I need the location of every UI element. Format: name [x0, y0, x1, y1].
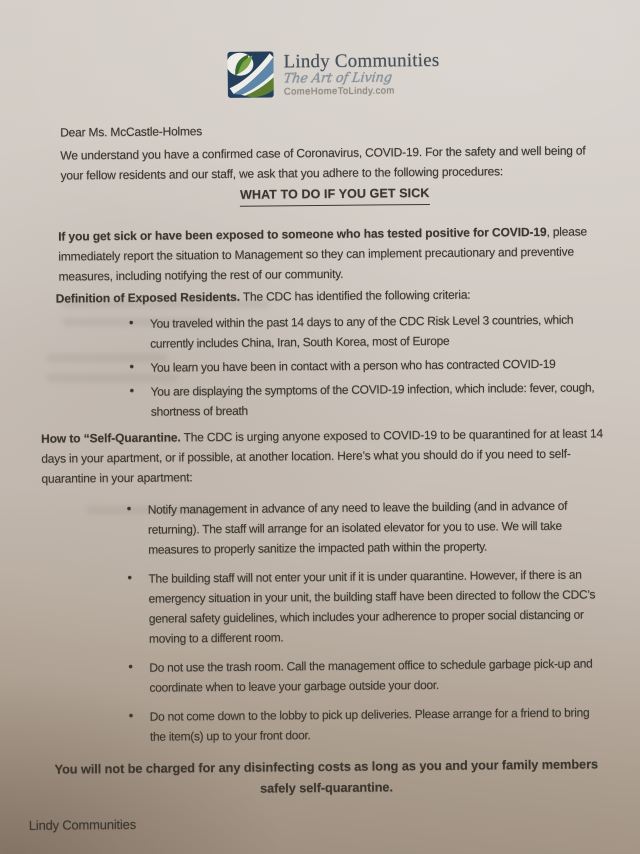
- list-item-text: Notify management in advance of any need to leave the building (and in advance of returning). The staff will arrange for an isolated elevator for you to use. We will take measures to properly sanitize the impacted path within the property.: [147, 498, 568, 557]
- lindy-logo-icon: [227, 50, 273, 98]
- quarantine-paragraph-bold: How to “Self-Quarantine.: [41, 430, 181, 446]
- list-item: [127, 495, 598, 560]
- list-item-text: Do not use the trash room. Call the management office to schedule garbage pick-up and coordinate when to leave your garbage outside your door.: [149, 656, 593, 695]
- list-item: [129, 309, 599, 354]
- list-item: [129, 702, 599, 747]
- definition-paragraph-bold: Definition of Exposed Residents.: [55, 289, 240, 306]
- list-item-text: The building staff will not enter your unit if it is under quarantine. However, if there is an emergency situation in your unit, the building staff have been directed to follow the CDC’s general safety guidelines, which includes your adherence to proper social distancing or moving to a different room.: [148, 567, 596, 646]
- signature: Lindy Communities: [28, 816, 137, 833]
- bullet-icon: •: [126, 500, 132, 516]
- quarantine-paragraph-rest: The CDC is urging anyone exposed to COVID-19 to be quarantined for at least 14 days in your apartment, or if possible, at another location. Here’s what you should do if you need to self-quarantine in your apartment:: [41, 426, 603, 486]
- company-website: ComeHomeToLindy.com: [283, 85, 395, 98]
- exposure-criteria-list: [129, 309, 600, 422]
- list-item: [128, 653, 598, 698]
- report-paragraph: [58, 221, 610, 286]
- report-paragraph-bold: If you get sick or have been exposed to someone who has tested positive for COVID-19: [58, 224, 547, 244]
- company-name: Lindy Communities: [283, 49, 440, 73]
- salutation: Dear Ms. McCastle-Holmes: [60, 124, 203, 140]
- list-item: [130, 377, 600, 422]
- logo-text-block: [283, 51, 439, 97]
- definition-paragraph: [56, 283, 610, 308]
- bullet-icon: •: [128, 707, 134, 723]
- bullet-icon: •: [128, 314, 134, 330]
- list-item-text: You traveled within the past 14 days to any of the CDC Risk Level 3 countries, which currently includes China, Iran, South Korea, most of Europe: [149, 312, 574, 351]
- bullet-icon: •: [128, 658, 133, 674]
- list-item-text: Do not come down to the lobby to pick up deliveries. Please arrange for a friend to bring the item(s) up to your front door.: [149, 705, 590, 744]
- quarantine-paragraph: [41, 423, 604, 488]
- section-heading-wrap: [61, 181, 609, 208]
- list-item: [129, 353, 599, 378]
- closing-statement: You will not be charged for any disinfecting costs as long as you and your family members safely self-quarantine.: [54, 756, 599, 796]
- company-logo: [59, 43, 608, 104]
- list-item: [127, 564, 598, 649]
- section-heading: WHAT TO DO IF YOU GET SICK: [240, 183, 430, 207]
- intro-paragraph: We understand you have a confirmed case of Coronavirus, COVID-19. For the safety and well being of your fellow residents and our staff, we ask that you adhere to the following procedures:: [60, 143, 586, 183]
- list-item-text: You are displaying the symptoms of the COVID-19 infection, which include: fever, cough, shortness of breath: [150, 380, 595, 419]
- report-paragraph-rest: , please immediately report the situation to Management so they can implement precautionary and preventive measures, including notifying the rest of our community.: [58, 224, 588, 284]
- definition-paragraph-rest: The CDC has identified the following criteria:: [239, 287, 471, 304]
- quarantine-instructions-list: [127, 495, 599, 747]
- company-tagline: The Art of Living: [282, 70, 393, 87]
- bullet-icon: •: [129, 382, 134, 398]
- list-item-text: You learn you have been in contact with a person who has contracted COVID-19: [150, 356, 556, 375]
- bullet-icon: •: [127, 569, 132, 585]
- bullet-icon: •: [129, 358, 134, 374]
